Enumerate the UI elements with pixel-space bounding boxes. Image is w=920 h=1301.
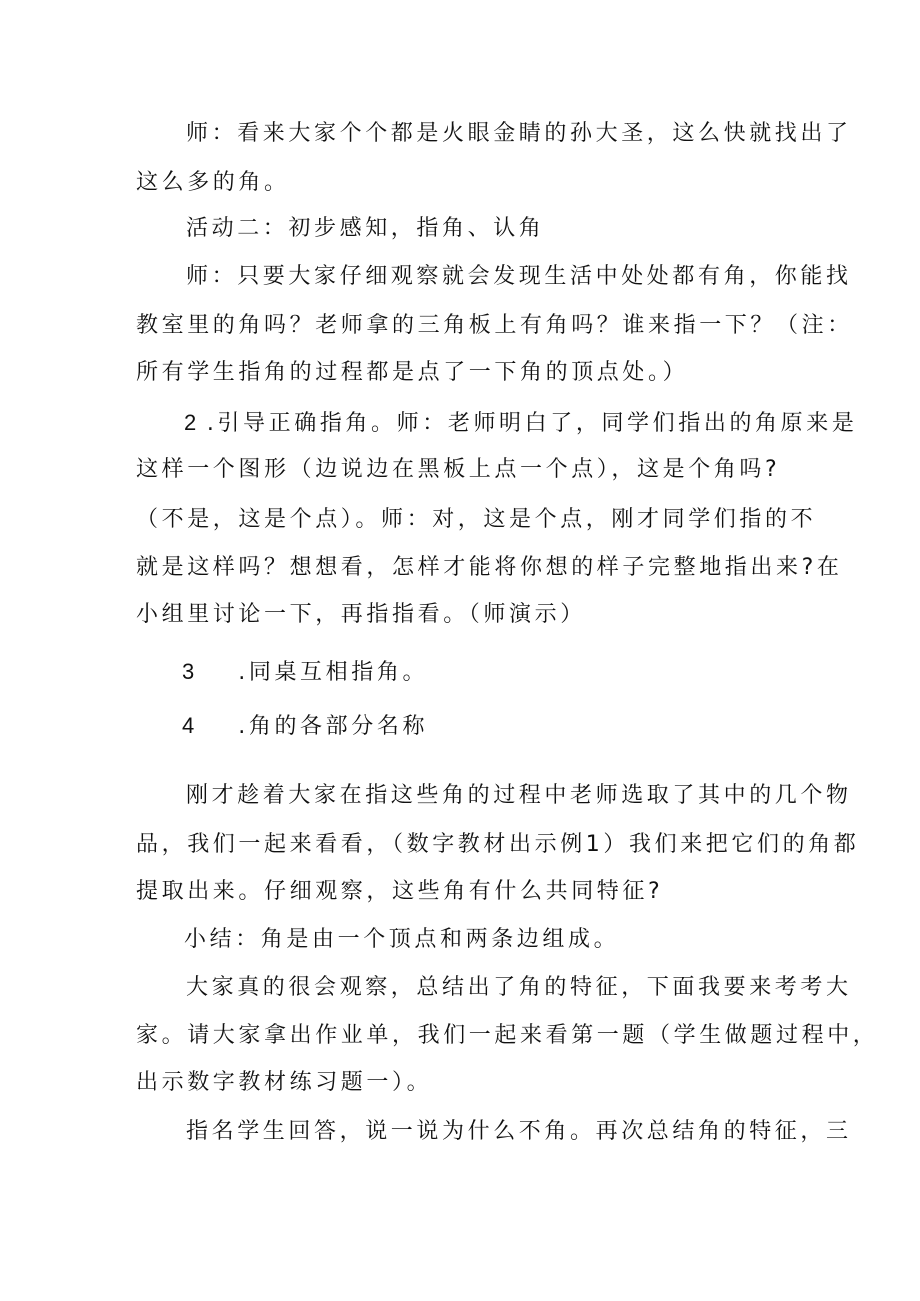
- item-number: 3: [182, 659, 195, 684]
- paragraph-line: 刚才趁着大家在指这些角的过程中老师选取了其中的几个物: [186, 783, 852, 808]
- paragraph-line: 就是这样吗？想想看，怎样才能将你想的样子完整地指出来?在: [136, 555, 843, 580]
- paragraph-line: 这么多的角。: [136, 170, 290, 195]
- paragraph-line: 出示数字教材练习题一）。: [136, 1070, 433, 1095]
- paragraph-line: 师：看来大家个个都是火眼金睛的孙大圣，这么快就找出了: [186, 121, 852, 146]
- paragraph-line: 指名学生回答，说一说为什么不角。再次总结角的特征，三: [186, 1119, 852, 1144]
- paragraph-line: 大家真的很会观察，总结出了角的特征，下面我要来考考大: [186, 975, 852, 1000]
- paragraph-line: 小组里讨论一下，再指指看。（师演示）: [136, 602, 586, 627]
- numbered-item: [182, 711, 428, 742]
- paragraph-line: （不是，这是个点）。师：对，这是个点，刚才同学们指的不: [136, 507, 817, 532]
- paragraph-line: 提取出来。仔细观察，这些角有什么共同特征?: [136, 879, 664, 904]
- paragraph-line: 教室里的角吗？老师拿的三角板上有角吗？谁来指一下？（注：: [136, 313, 853, 338]
- item-text: .同桌互相指角。: [238, 660, 429, 685]
- numbered-item: [182, 657, 428, 688]
- item-text: .角的各部分名称: [238, 714, 429, 739]
- item-number: 4: [182, 713, 195, 738]
- paragraph-line: 品，我们一起来看看，（数字教材出示例1）我们来把它们的角都: [136, 832, 860, 857]
- paragraph-line: 师：只要大家仔细观察就会发现生活中处处都有角，你能找: [186, 264, 852, 289]
- section-heading: 活动二：初步感知，指角、认角: [186, 216, 545, 241]
- numbered-item: [184, 408, 857, 439]
- item-text: .引导正确指角。师：老师明白了，同学们指出的角原来是: [206, 411, 858, 436]
- paragraph-line: 家。请大家拿出作业单，我们一起来看第一题（学生做题过程中，: [136, 1023, 879, 1048]
- summary-line: 小结：角是由一个顶点和两条边组成。: [184, 927, 620, 952]
- paragraph-line: 这样一个图形（边说边在黑板上点一个点），这是个角吗?: [136, 457, 781, 482]
- paragraph-line: 所有学生指角的过程都是点了一下角的顶点处。）: [136, 360, 689, 385]
- item-number: 2: [184, 410, 197, 435]
